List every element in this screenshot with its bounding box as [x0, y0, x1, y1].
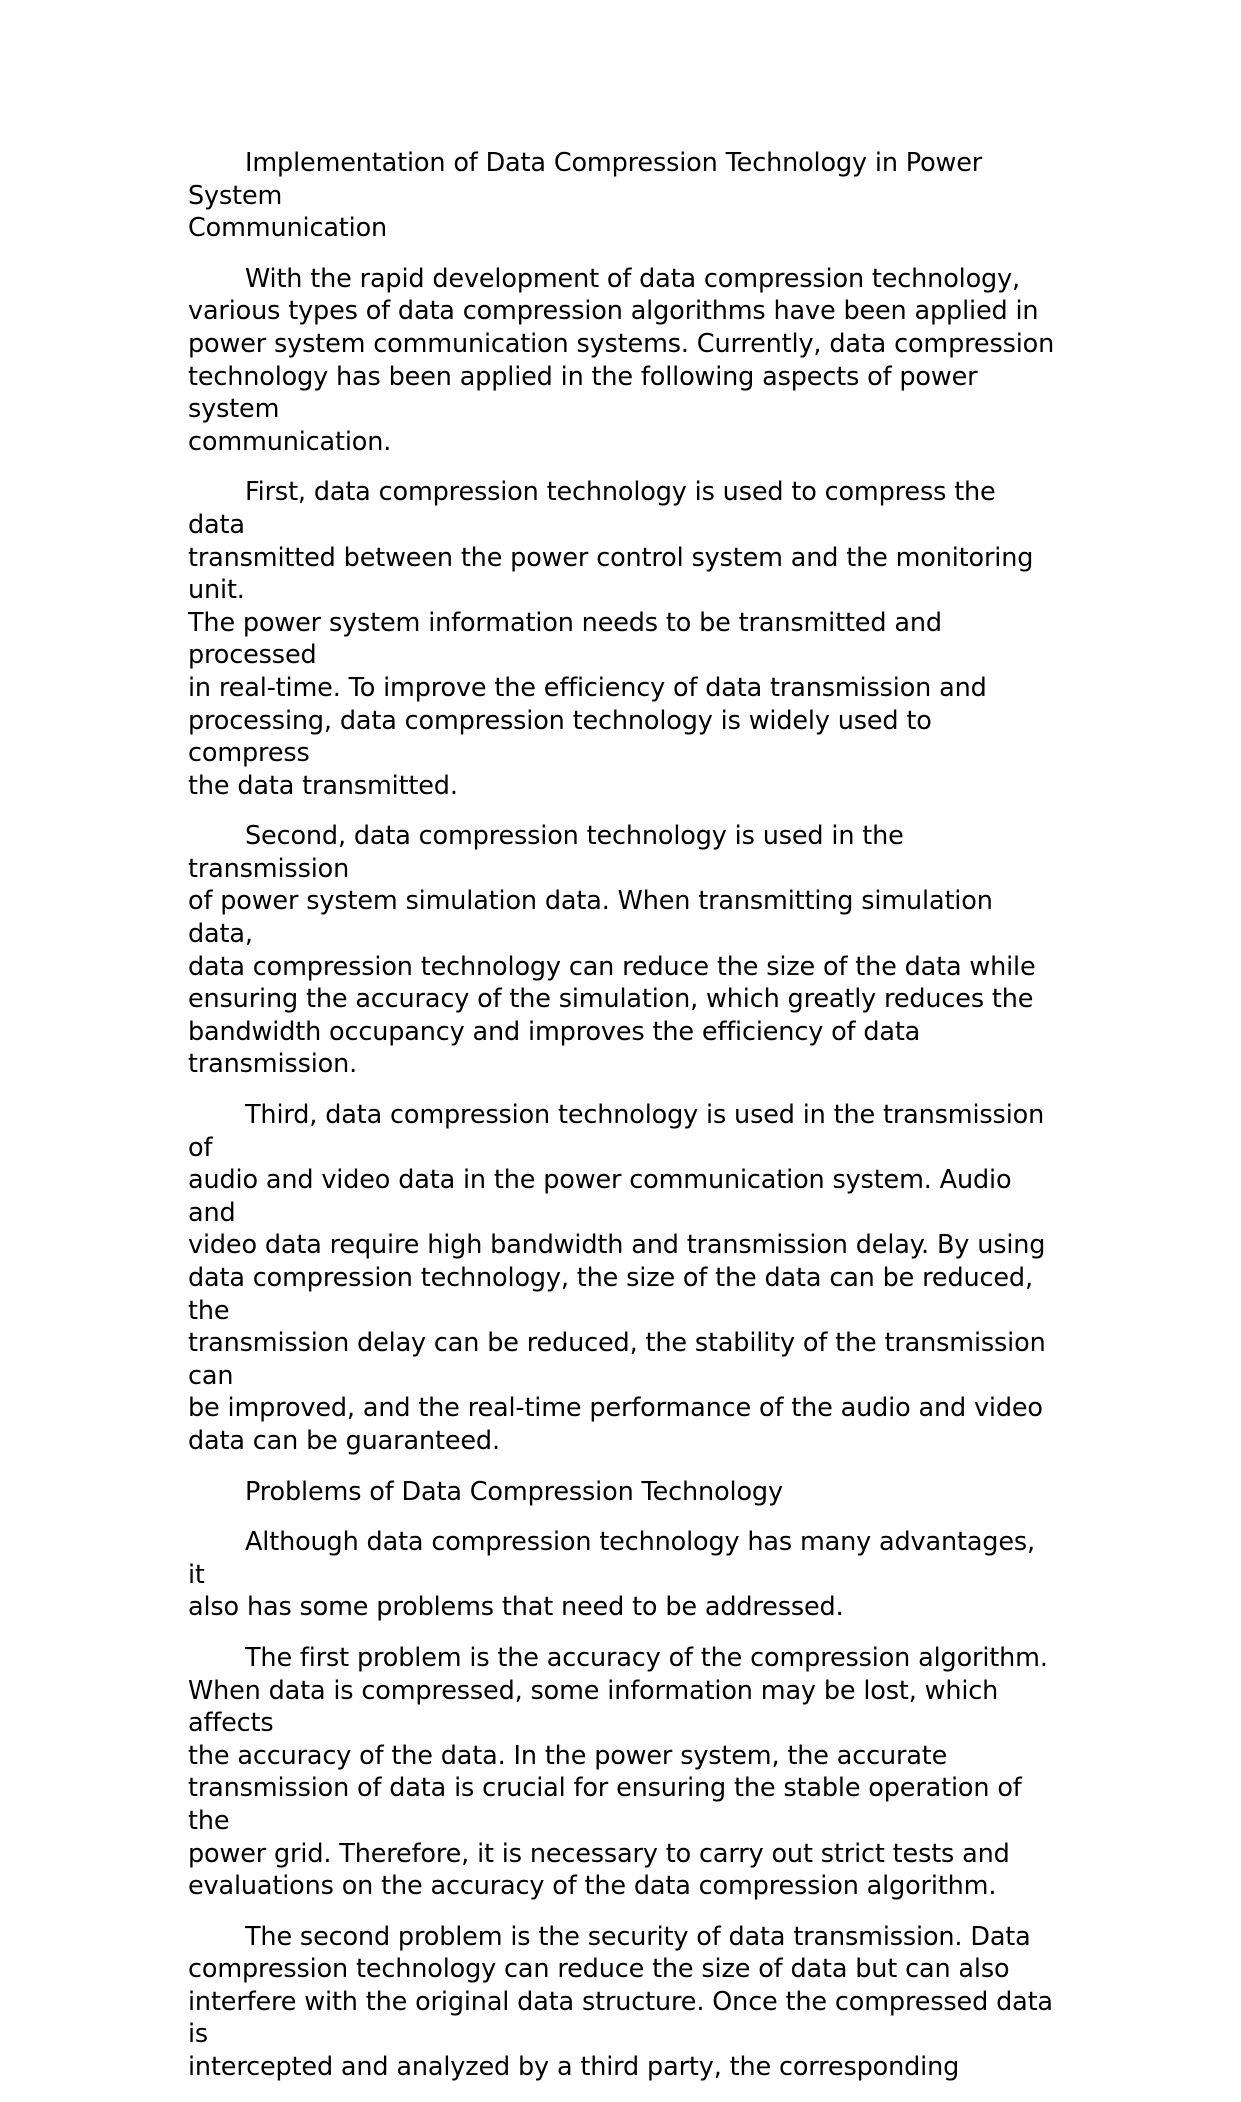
paragraph-intro: With the rapid development of data compression technology, various types of data compression algorithms have been applied in power system communication systems. Currently, data compression technology has been applied in the following aspects of power system communication.: [188, 263, 1055, 457]
paragraph-first-application: First, data compression technology is used to compress the data transmitted between the power control system and the monitoring unit. The power system information needs to be transmitted and processed in real-time. To improve the efficiency of data transmission and processing, data compression technology is widely used to compress the data transmitted.: [188, 477, 1034, 801]
paragraph-first-problem: The first problem is the accuracy of the compression algorithm. When data is compressed, some information may be lost, which affects the accuracy of the data. In the power system, the accurate transmission of data is crucial for ensuring the stable operation of the power grid. Therefore, it is necessary to carry out strict tests and evaluations on the accuracy of the data compression algorithm.: [188, 1642, 1048, 1902]
section-heading-implementation: Implementation of Data Compression Technology in Power System Communication: [188, 148, 983, 244]
section-heading-problems: Problems of Data Compression Technology: [245, 1476, 783, 1507]
document-body: [188, 147, 1058, 2102]
paragraph-second-problem: The second problem is the security of data transmission. Data compression technology can reduce the size of data but can also interfere with the original data structure. Once the compressed data is intercepted and analyzed by a third party, the corresponding: [188, 1921, 1053, 2083]
paragraph-third-application: Third, data compression technology is used in the transmission of audio and video data in the power communication system. Audio and video data require high bandwidth and transmission delay. By using data compression technology, the size of the data can be reduced, the transmission delay can be reduced, the stability of the transmission can be improved, and the real-time performance of the audio and video data can be guaranteed.: [188, 1100, 1046, 1456]
paragraph-problems-intro: Although data compression technology has many advantages, it also has some problems that need to be addressed.: [188, 1527, 1035, 1623]
paragraph-second-application: Second, data compression technology is used in the transmission of power system simulation data. When transmitting simulation data, data compression technology can reduce the size of the data while ensuring the accuracy of the simulation, which greatly reduces the bandwidth occupancy and improves the efficiency of data transmission.: [188, 821, 1036, 1080]
